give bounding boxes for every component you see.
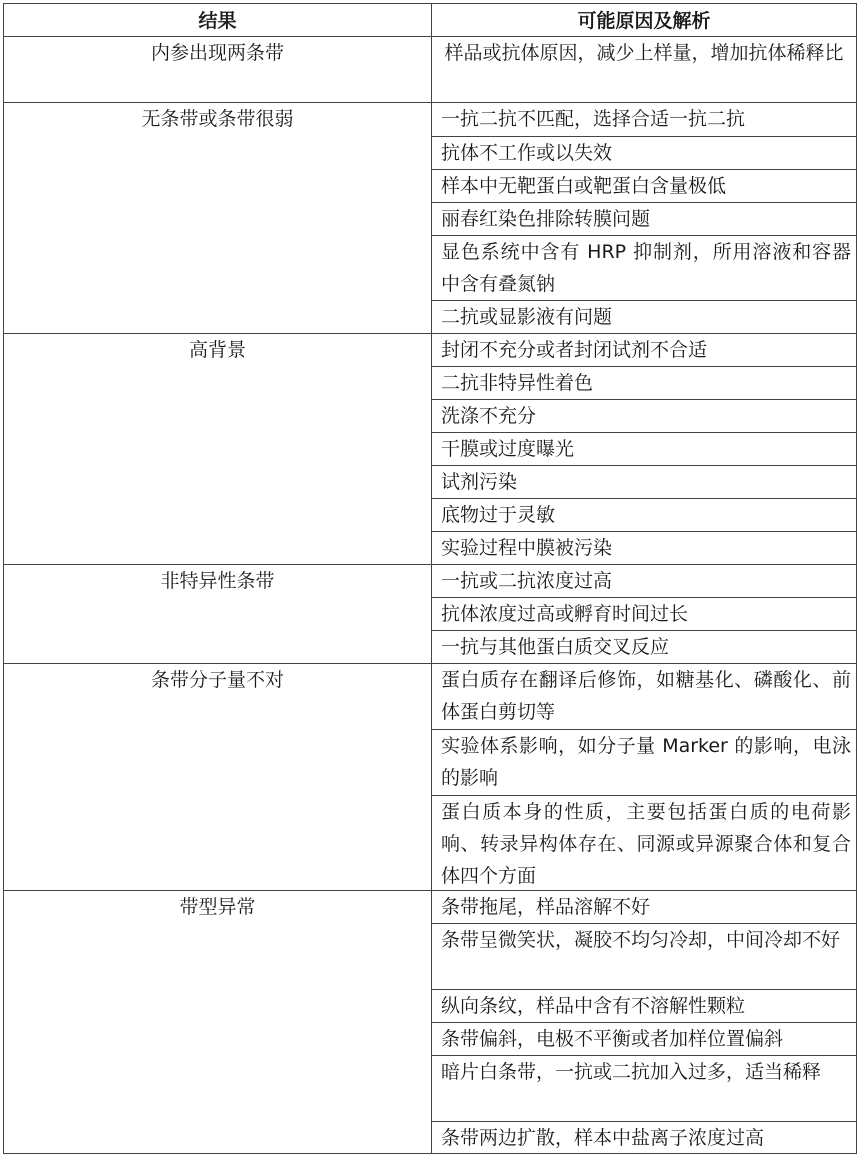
result-cell: 高背景	[188, 339, 246, 361]
troubleshooting-table	[3, 3, 857, 1154]
reason-cell: 底物过于灵敏	[441, 504, 556, 526]
reason-cell: 蛋白质本身的性质，主要包括蛋白质的电荷影响、转录异构体存在、同源或异源聚合体和复合体四个方面	[441, 801, 851, 887]
result-cell: 带型异常	[179, 896, 256, 918]
reason-cell: 样本中无靶蛋白或靶蛋白含量极低	[441, 175, 727, 197]
reason-cell: 样品或抗体原因，减少上样量，增加抗体稀释比	[444, 42, 844, 64]
column-divider	[431, 4, 432, 1153]
reason-cell: 暗片白条带，一抗或二抗加入过多，适当稀释	[441, 1061, 822, 1083]
reason-cell: 实验过程中膜被污染	[441, 537, 613, 559]
reason-cell: 一抗与其他蛋白质交叉反应	[441, 636, 670, 658]
reason-cell: 干膜或过度曝光	[441, 438, 575, 460]
reason-cell: 抗体不工作或以失效	[441, 142, 613, 164]
reason-cell: 丽春红染色排除转膜问题	[441, 208, 651, 230]
reason-cell: 试剂污染	[441, 471, 518, 493]
reason-cell: 封闭不充分或者封闭试剂不合适	[441, 339, 708, 361]
result-cell: 非特异性条带	[160, 570, 275, 592]
reason-cell: 条带呈微笑状，凝胶不均匀冷却，中间冷却不好	[441, 929, 841, 951]
reason-cell: 抗体浓度过高或孵育时间过长	[441, 603, 689, 625]
reason-cell: 二抗非特异性着色	[441, 372, 594, 394]
reason-cell: 纵向条纹，样品中含有不溶解性颗粒	[441, 995, 746, 1017]
reason-cell: 实验体系影响，如分子量 Marker 的影响，电泳的影响	[441, 735, 851, 789]
header-result: 结果	[198, 10, 237, 32]
result-cell: 内参出现两条带	[150, 42, 284, 64]
reason-cell: 一抗或二抗浓度过高	[441, 570, 613, 592]
reason-cell: 洗涤不充分	[441, 405, 537, 427]
reason-cell: 条带两边扩散，样本中盐离子浓度过高	[441, 1127, 765, 1149]
reason-cell: 条带拖尾，样品溶解不好	[441, 896, 651, 918]
reason-cell: 显色系统中含有 HRP 抑制剂，所用溶液和容器中含有叠氮钠	[441, 241, 851, 295]
reason-cell: 一抗二抗不匹配，选择合适一抗二抗	[441, 108, 746, 130]
header-reason: 可能原因及解析	[577, 10, 711, 32]
result-cell: 条带分子量不对	[150, 669, 284, 691]
result-cell: 无条带或条带很弱	[141, 108, 294, 130]
reason-cell: 蛋白质存在翻译后修饰，如糖基化、磷酸化、前体蛋白剪切等	[441, 669, 851, 723]
reason-cell: 条带偏斜，电极不平衡或者加样位置偏斜	[441, 1028, 784, 1050]
reason-cell: 二抗或显影液有问题	[441, 306, 613, 328]
